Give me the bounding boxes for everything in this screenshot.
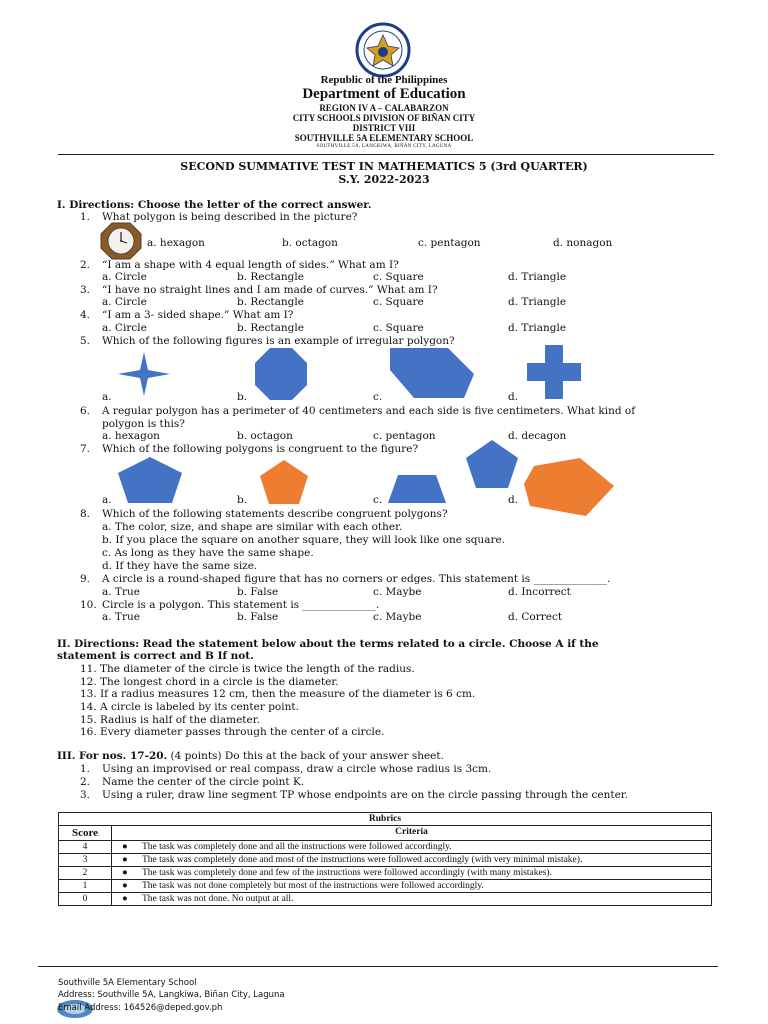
header-region: REGION IV A – CALABARZON bbox=[319, 103, 449, 113]
q9-option-b[interactable]: b. False bbox=[237, 586, 279, 598]
q2-option-d[interactable]: d. Triangle bbox=[508, 271, 567, 283]
question-8: 8. Which of the following statements describe congruent polygons? bbox=[80, 508, 448, 520]
q9-option-d[interactable]: d. Incorrect bbox=[508, 586, 571, 598]
header-division: CITY SCHOOLS DIVISION OF BIÑAN CITY bbox=[292, 113, 476, 123]
q2-option-b[interactable]: b. Rectangle bbox=[237, 271, 304, 283]
statement-14: 14. A circle is labeled by its center point. bbox=[80, 701, 299, 713]
q8-option-a[interactable]: a. The color, size, and shape are similar with each other. bbox=[102, 521, 403, 533]
header-department: Department of Education bbox=[302, 86, 466, 102]
table-row bbox=[59, 880, 712, 893]
question-5: 5. Which of the following figures is an example of irregular polygon? bbox=[80, 335, 455, 347]
part3-heading: III. For nos. 17-20. (4 points) Do this at the back of your answer sheet. bbox=[57, 750, 444, 762]
footer-divider bbox=[38, 966, 718, 967]
q4-option-b[interactable]: b. Rectangle bbox=[237, 322, 304, 334]
q10-option-c[interactable]: c. Maybe bbox=[373, 611, 422, 623]
reference-pentagon-shape bbox=[466, 440, 518, 488]
q3-option-c[interactable]: c. Square bbox=[373, 296, 424, 308]
q8-option-d[interactable]: d. If they have the same size. bbox=[102, 560, 258, 572]
statement-13: 13. If a radius measures 12 cm, then the measure of the diameter is 6 cm. bbox=[80, 688, 476, 700]
q7-option-c[interactable]: c. bbox=[373, 494, 383, 506]
criteria-header: Criteria bbox=[112, 826, 712, 841]
footer-address: Address: Southville 5A, Langkiwa, Biñan City, Laguna bbox=[58, 990, 285, 1000]
statement-11: 11. The diameter of the circle is twice the length of the radius. bbox=[80, 663, 415, 675]
question-6: 6. A regular polygon has a perimeter of 40 centimeters and each side is five centimeters. What kind of bbox=[80, 405, 636, 417]
criteria-cell: ● The task was completely done and most of the instructions were followed accordingly (with very minimal mistake). bbox=[112, 854, 712, 867]
part2-directions: II. Directions: Read the statement below about the terms related to a circle. Choose A if the bbox=[57, 638, 599, 650]
q6-option-d[interactable]: d. decagon bbox=[508, 430, 567, 442]
q5-option-a[interactable]: a. bbox=[102, 391, 112, 403]
task-3: 3. Using a ruler, draw line segment TP whose endpoints are on the circle passing through the center. bbox=[80, 789, 629, 801]
part1-directions: I. Directions: Choose the letter of the correct answer. bbox=[57, 199, 372, 211]
q1-option-d[interactable]: d. nonagon bbox=[553, 237, 613, 249]
question-7: 7. Which of the following polygons is congruent to the figure? bbox=[80, 443, 419, 455]
question-10: 10. Circle is a polygon. This statement is ______________. bbox=[80, 599, 380, 611]
table-row bbox=[59, 841, 712, 854]
rubrics-header-row bbox=[59, 826, 712, 841]
score-cell: 1 bbox=[59, 880, 112, 893]
q9-option-a[interactable]: a. True bbox=[102, 586, 140, 598]
header-district: DISTRICT VIII bbox=[352, 123, 416, 133]
table-row bbox=[59, 893, 712, 906]
deped-seal bbox=[355, 22, 411, 78]
q6-option-a[interactable]: a. hexagon bbox=[102, 430, 160, 442]
criteria-cell: ● The task was completely done and all the instructions were followed accordingly. bbox=[112, 841, 712, 854]
question-6-continued: polygon is this? bbox=[102, 418, 185, 430]
q8-option-b[interactable]: b. If you place the square on another square, they will look like one square. bbox=[102, 534, 506, 546]
score-cell: 0 bbox=[59, 893, 112, 906]
table-row bbox=[59, 867, 712, 880]
task-1: 1. Using an improvised or real compass, draw a circle whose radius is 3cm. bbox=[80, 763, 492, 775]
q1-option-c[interactable]: c. pentagon bbox=[418, 237, 481, 249]
q7-option-d[interactable]: d. bbox=[508, 494, 519, 506]
school-year: S.Y. 2022-2023 bbox=[338, 173, 430, 186]
q1-option-b[interactable]: b. octagon bbox=[282, 237, 338, 249]
q3-option-a[interactable]: a. Circle bbox=[102, 296, 147, 308]
question-4: 4. “I am a 3- sided shape.” What am I? bbox=[80, 309, 294, 321]
rubrics-table bbox=[58, 812, 712, 906]
criteria-cell: ● The task was completely done and few of the instructions were followed accordingly (with many mistakes). bbox=[112, 867, 712, 880]
q5-option-c[interactable]: c. bbox=[373, 391, 383, 403]
task-2: 2. Name the center of the circle point K. bbox=[80, 776, 305, 788]
score-cell: 2 bbox=[59, 867, 112, 880]
question-2: 2. “I am a shape with 4 equal length of sides.” What am I? bbox=[80, 259, 399, 271]
header-address: SOUTHVILLE 5A, LANGKIWA, BIÑAN CITY, LAGUNA bbox=[316, 144, 452, 149]
q8-option-c[interactable]: c. As long as they have the same shape. bbox=[102, 547, 314, 559]
q2-option-c[interactable]: c. Square bbox=[373, 271, 424, 283]
large-orange-pentagon-shape bbox=[524, 458, 614, 516]
q7-option-a[interactable]: a. bbox=[102, 494, 112, 506]
criteria-cell: ● The task was not done. No output at all. bbox=[112, 893, 712, 906]
header-school: SOUTHVILLE 5A ELEMENTARY SCHOOL bbox=[294, 133, 474, 143]
q5-option-b[interactable]: b. bbox=[237, 391, 248, 403]
q9-option-c[interactable]: c. Maybe bbox=[373, 586, 422, 598]
footer-email: Email Address: 164526@deped.gov.ph bbox=[58, 1003, 223, 1013]
q2-option-a[interactable]: a. Circle bbox=[102, 271, 147, 283]
q4-option-d[interactable]: d. Triangle bbox=[508, 322, 567, 334]
q7-option-b[interactable]: b. bbox=[237, 494, 248, 506]
table-row bbox=[59, 854, 712, 867]
header-divider bbox=[58, 154, 714, 155]
q3-option-d[interactable]: d. Triangle bbox=[508, 296, 567, 308]
question-9: 9. A circle is a round-shaped figure that has no corners or edges. This statement is ______________. bbox=[80, 573, 611, 585]
score-header: Score bbox=[59, 826, 112, 841]
q1-option-a[interactable]: a. hexagon bbox=[147, 237, 205, 249]
statement-15: 15. Radius is half of the diameter. bbox=[80, 714, 260, 726]
irregular-polygon-shape bbox=[390, 348, 474, 398]
rubrics-title: Rubrics bbox=[59, 813, 712, 826]
star-shape bbox=[118, 352, 170, 396]
q5-option-d[interactable]: d. bbox=[508, 391, 519, 403]
statement-12: 12. The longest chord in a circle is the diameter. bbox=[80, 676, 339, 688]
q10-option-d[interactable]: d. Correct bbox=[508, 611, 563, 623]
score-cell: 3 bbox=[59, 854, 112, 867]
blue-pentagon-shape bbox=[118, 457, 182, 503]
question-3: 3. “I have no straight lines and I am made of curves.” What am I? bbox=[80, 284, 438, 296]
header-republic: Republic of the Philippines bbox=[320, 74, 448, 86]
part2-directions-continued: statement is correct and B If not. bbox=[57, 650, 254, 662]
q10-option-a[interactable]: a. True bbox=[102, 611, 140, 623]
regular-octagon-shape bbox=[255, 348, 307, 400]
octagon-clock-image bbox=[100, 222, 142, 260]
question-1: 1. What polygon is being described in the picture? bbox=[80, 211, 358, 223]
test-title: SECOND SUMMATIVE TEST IN MATHEMATICS 5 (3rd QUARTER) bbox=[180, 160, 588, 173]
footer-school-name: Southville 5A Elementary School bbox=[58, 978, 197, 988]
q4-option-c[interactable]: c. Square bbox=[373, 322, 424, 334]
cross-shape bbox=[527, 345, 581, 399]
q4-option-a[interactable]: a. Circle bbox=[102, 322, 147, 334]
statement-16: 16. Every diameter passes through the center of a circle. bbox=[80, 726, 385, 738]
q6-option-b[interactable]: b. octagon bbox=[237, 430, 293, 442]
rubrics-title-row bbox=[59, 813, 712, 826]
criteria-cell: ● The task was not done completely but most of the instructions were followed accordingly. bbox=[112, 880, 712, 893]
q6-option-c[interactable]: c. pentagon bbox=[373, 430, 436, 442]
orange-pentagon-shape bbox=[260, 460, 308, 504]
score-cell: 4 bbox=[59, 841, 112, 854]
trapezoid-shape bbox=[388, 475, 446, 503]
q3-option-b[interactable]: b. Rectangle bbox=[237, 296, 304, 308]
q10-option-b[interactable]: b. False bbox=[237, 611, 279, 623]
